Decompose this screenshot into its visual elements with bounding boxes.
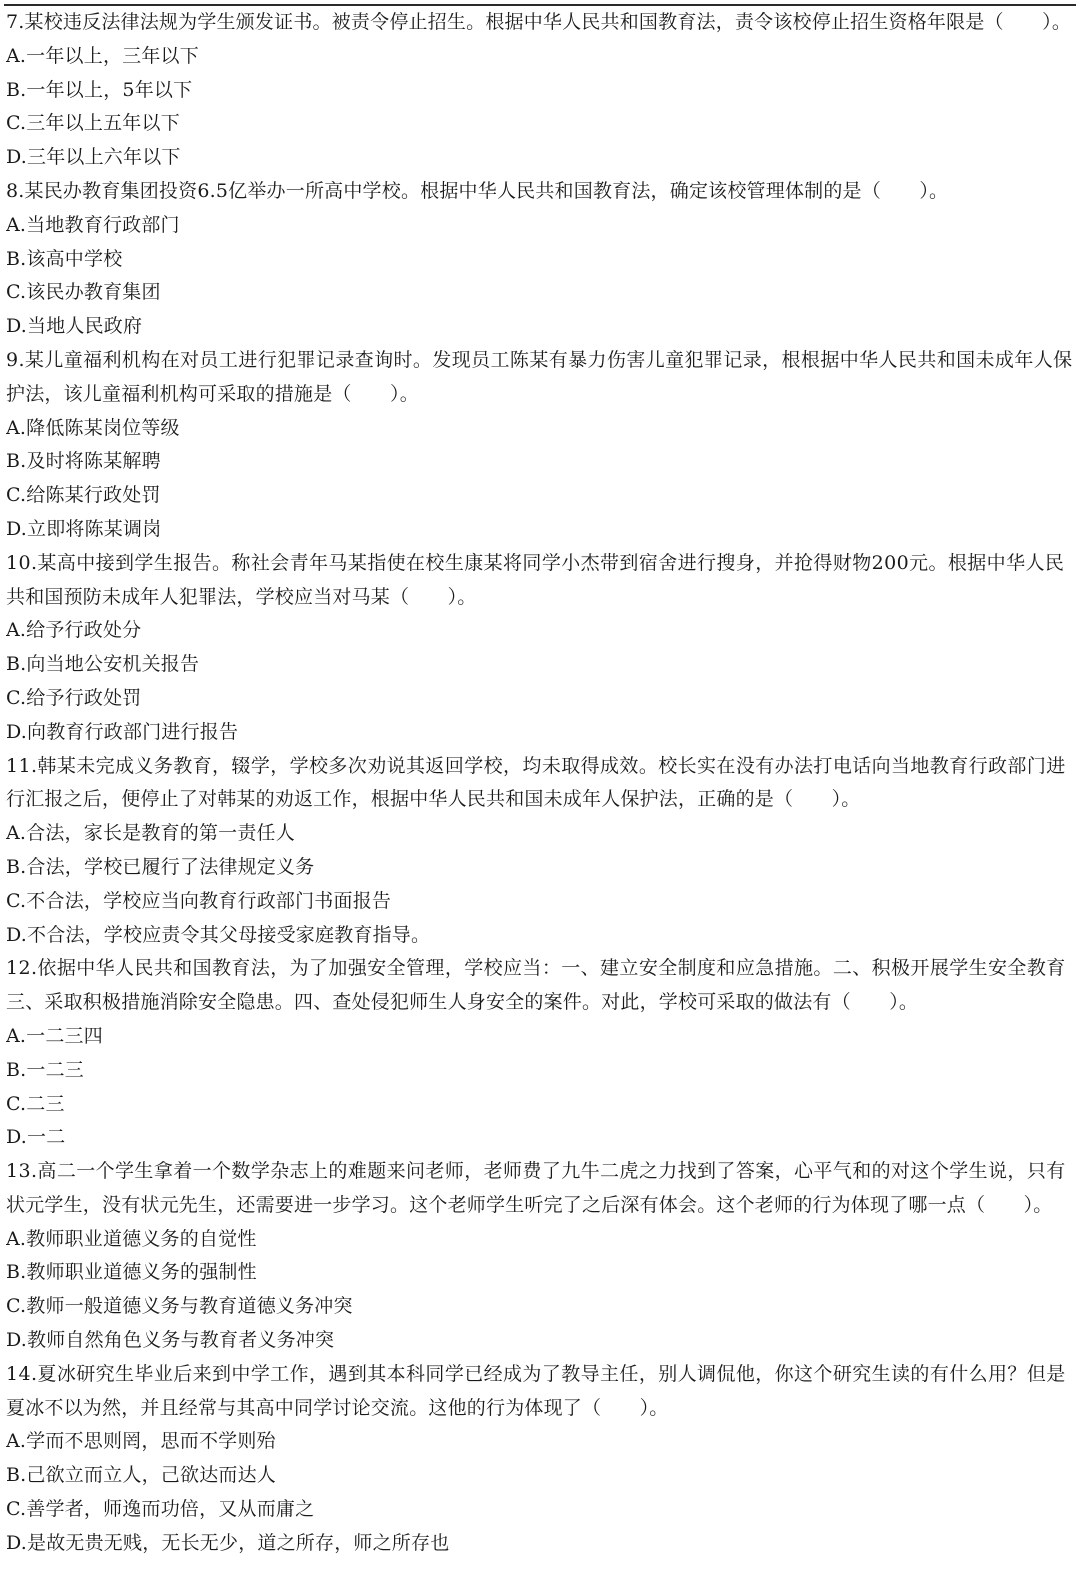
question-block [6, 952, 1074, 1155]
answer-option: D.当地人民政府 [6, 315, 143, 338]
answer-option: A.给予行政处分 [6, 619, 142, 642]
answer-option: B.一年以上，5年以下 [6, 78, 193, 101]
answer-option: B.一二三 [6, 1058, 85, 1081]
question-block [6, 1358, 1074, 1561]
answer-option: C.该民办教育集团 [6, 281, 161, 304]
answer-option: C.善学者，师逸而功倍，又从而庸之 [6, 1498, 315, 1521]
question-stem: 行汇报之后，便停止了对韩某的劝返工作，根据中华人民共和国未成年人保护法，正确的是（ ）。 [6, 788, 861, 811]
question-stem: 7.某校违反法律法规为学生颁发证书。被责令停止招生。根据中华人民共和国教育法，责令该校停止招生资格年限是（ ）。 [6, 11, 1072, 33]
answer-option: C.二三 [6, 1092, 65, 1115]
answer-option: A.合法，家长是教育的第一责任人 [6, 822, 295, 845]
question-stem: 护法，该儿童福利机构可采取的措施是（ ）。 [6, 382, 419, 405]
question-block [6, 547, 1074, 750]
question-stem: 9.某儿童福利机构在对员工进行犯罪记录查询时。发现员工陈某有暴力伤害儿童犯罪记录，根根据中华人民共和国未成年人保 [6, 348, 1073, 371]
answer-option: B.及时将陈某解聘 [6, 450, 161, 473]
question-block [6, 6, 1074, 175]
answer-option: A.一年以上，三年以下 [6, 44, 199, 67]
answer-option: D.教师自然角色义务与教育者义务冲突 [6, 1329, 335, 1352]
answer-option: A.当地教育行政部门 [6, 213, 180, 236]
answer-option: A.降低陈某岗位等级 [6, 416, 180, 439]
answer-option: A.教师职业道德义务的自觉性 [6, 1227, 257, 1250]
question-block [6, 750, 1074, 953]
answer-option: C.不合法，学校应当向教育行政部门书面报告 [6, 889, 392, 912]
answer-option: B.该高中学校 [6, 247, 123, 270]
answer-option: D.立即将陈某调岗 [6, 517, 162, 540]
answer-option: B.合法，学校已履行了法律规定义务 [6, 855, 315, 878]
question-stem: 10.某高中接到学生报告。称社会青年马某指使在校生康某将同学小杰带到宿舍进行搜身，并抢得财物200元。根据中华人民 [6, 551, 1065, 574]
question-stem: 12.依据中华人民共和国教育法，为了加强安全管理，学校应当：一、建立安全制度和应急措施。二、积极开展学生安全教育 [6, 957, 1066, 980]
question-block [6, 1155, 1074, 1358]
answer-option: D.一二 [6, 1126, 66, 1149]
question-stem: 8.某民办教育集团投资6.5亿举办一所高中学校。根据中华人民共和国教育法，确定该校管理体制的是（ ）。 [6, 179, 949, 202]
question-block [6, 175, 1074, 344]
answer-option: D.不合法，学校应责令其父母接受家庭教育指导。 [6, 923, 431, 946]
answer-option: A.学而不思则罔，思而不学则殆 [6, 1430, 276, 1453]
answer-option: B.己欲立而立人，己欲达而达人 [6, 1464, 277, 1487]
exam-document [6, 6, 1074, 1561]
question-stem: 13.高二一个学生拿着一个数学杂志上的难题来问老师，老师费了九牛二虎之力找到了答案，心平气和的对这个学生说，只有 [6, 1160, 1066, 1183]
answer-option: C.给予行政处罚 [6, 686, 142, 709]
answer-option: D.向教育行政部门进行报告 [6, 720, 239, 743]
question-stem: 夏冰不以为然，并且经常与其高中同学讨论交流。这他的行为体现了（ ）。 [6, 1396, 669, 1419]
question-stem: 状元学生，没有状元先生，还需要进一步学习。这个老师学生听完了之后深有体会。这个老师的行为体现了哪一点（ ）。 [6, 1193, 1053, 1216]
question-block [6, 344, 1074, 547]
answer-option: C.给陈某行政处罚 [6, 484, 161, 507]
answer-option: D.是故无贵无贱，无长无少，道之所存，师之所存也 [6, 1531, 450, 1554]
question-stem: 11.韩某未完成义务教育，辍学，学校多次劝说其返回学校，均未取得成效。校长实在没有办法打电话向当地教育行政部门进 [6, 754, 1066, 777]
answer-option: B.向当地公安机关报告 [6, 653, 200, 676]
answer-option: B.教师职业道德义务的强制性 [6, 1261, 257, 1284]
answer-option: C.三年以上五年以下 [6, 112, 180, 135]
question-stem: 共和国预防未成年人犯罪法，学校应当对马某（ ）。 [6, 585, 477, 608]
answer-option: A.一二三四 [6, 1024, 103, 1047]
answer-option: D.三年以上六年以下 [6, 146, 181, 169]
answer-option: C.教师一般道德义务与教育道德义务冲突 [6, 1295, 353, 1318]
question-stem: 14.夏冰研究生毕业后来到中学工作，遇到其本科同学已经成为了教导主任，别人调侃他，你这个研究生读的有什么用？但是 [6, 1362, 1066, 1385]
question-stem: 三、采取积极措施消除安全隐患。四、查处侵犯师生人身安全的案件。对此，学校可采取的做法有（ ）。 [6, 991, 919, 1014]
